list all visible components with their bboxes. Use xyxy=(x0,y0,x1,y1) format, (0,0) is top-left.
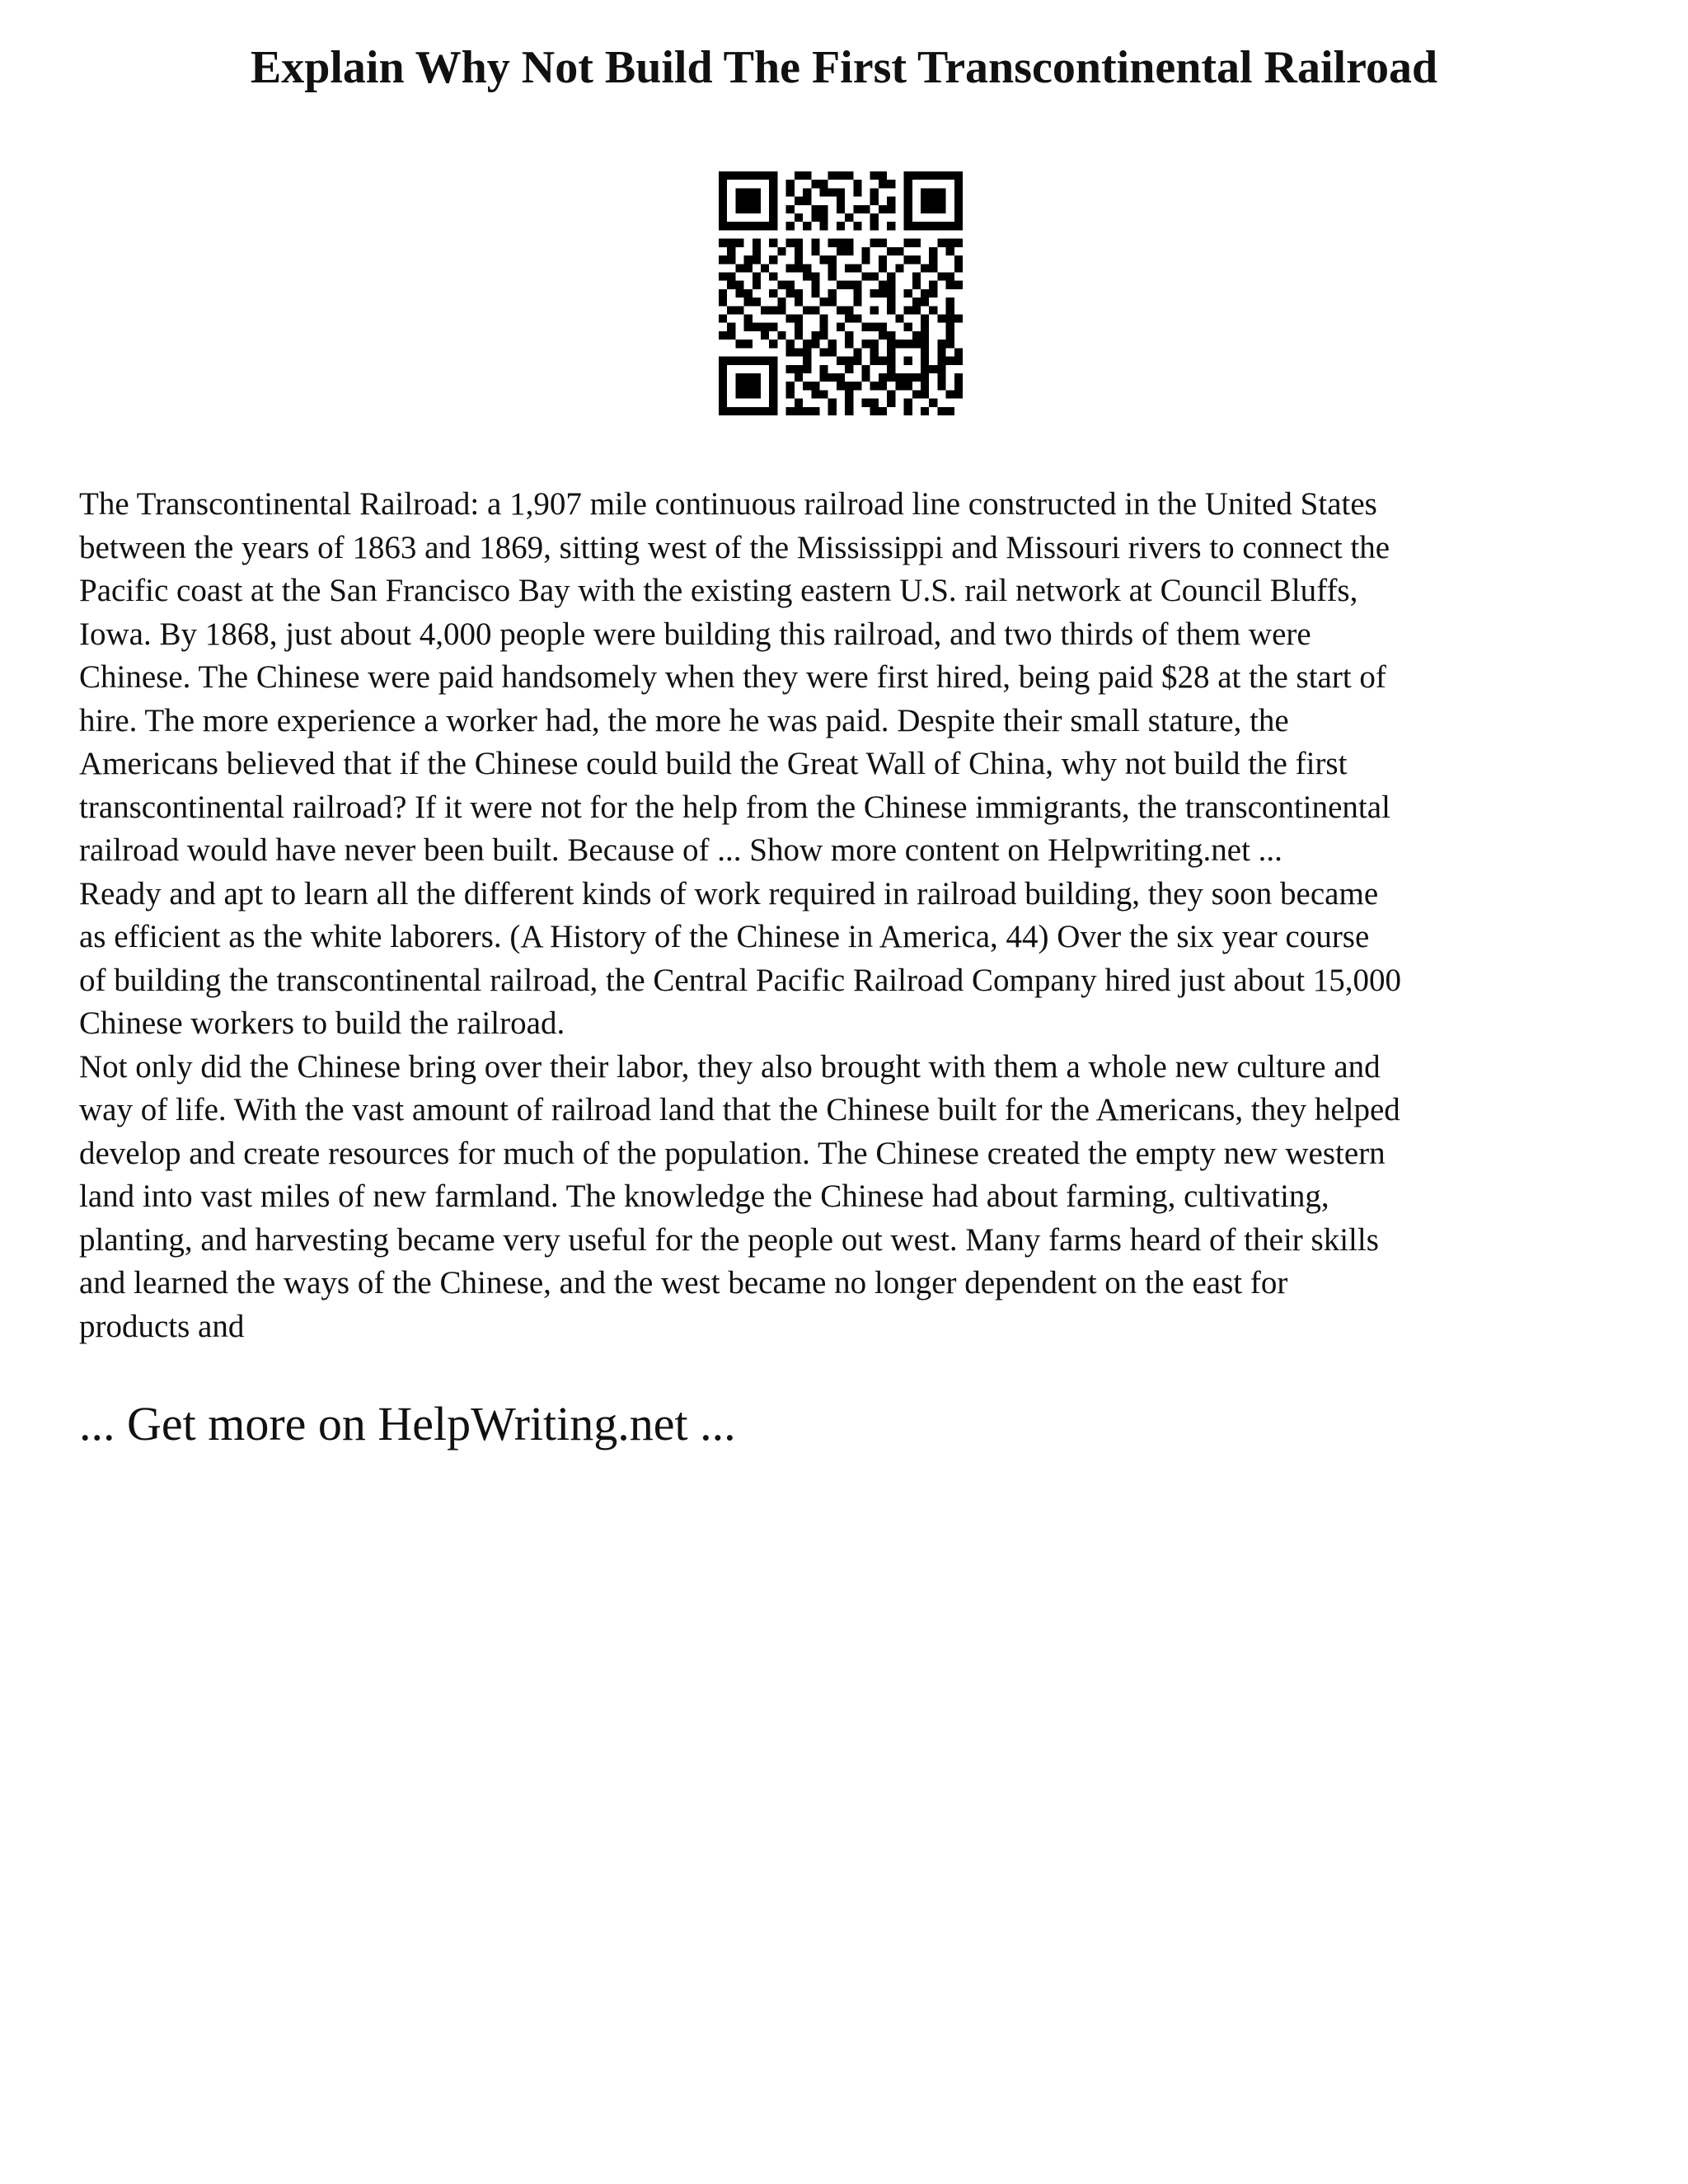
body-line: Chinese. The Chinese were paid handsomely when they were first hired, being paid $28 at the start of xyxy=(79,659,1386,695)
body-line: products and xyxy=(79,1308,245,1344)
body-line: Pacific coast at the San Francisco Bay with the existing eastern U.S. rail network at Council Bluffs, xyxy=(79,573,1358,608)
body-line: planting, and harvesting became very useful for the people out west. Many farms heard of their skills xyxy=(79,1221,1379,1258)
body-line: Chinese workers to build the railroad. xyxy=(79,1005,565,1041)
body-line: Iowa. By 1868, just about 4,000 people were building this railroad, and two thirds of them were xyxy=(79,616,1311,652)
body-line: The Transcontinental Railroad: a 1,907 mile continuous railroad line constructed in the United States xyxy=(79,486,1377,522)
body-line: Americans believed that if the Chinese could build the Great Wall of China, why not build the first xyxy=(79,746,1348,781)
get-more-link[interactable]: ... Get more on HelpWriting.net ... xyxy=(79,1397,736,1451)
article-body xyxy=(79,483,1620,1348)
body-line: hire. The more experience a worker had, the more he was paid. Despite their small stature, the xyxy=(79,702,1289,738)
body-line: and learned the ways of the Chinese, and the west became no longer dependent on the east for xyxy=(79,1265,1288,1301)
body-line: Not only did the Chinese bring over their labor, they also brought with them a whole new culture and xyxy=(79,1048,1381,1085)
body-line: way of life. With the vast amount of railroad land that the Chinese built for the Americans, they helped xyxy=(79,1092,1400,1127)
body-line: of building the transcontinental railroad, the Central Pacific Railroad Company hired just about 15,000 xyxy=(79,962,1402,998)
qr-code-icon xyxy=(719,171,963,415)
page-title: Explain Why Not Build The First Transcontinental Railroad xyxy=(250,42,1438,93)
body-line: Ready and apt to learn all the different kinds of work required in railroad building, they soon became xyxy=(79,875,1379,912)
body-line: between the years of 1863 and 1869, sitting west of the Mississippi and Missouri rivers to connect the xyxy=(79,529,1390,565)
body-line: railroad would have never been built. Because of ... Show more content on Helpwriting.net ... xyxy=(79,832,1282,868)
body-line: land into vast miles of new farmland. The knowledge the Chinese had about farming, cultivating, xyxy=(79,1179,1329,1214)
body-line: as efficient as the white laborers. (A History of the Chinese in America, 44) Over the six year course xyxy=(79,919,1370,954)
body-line: transcontinental railroad? If it were not for the help from the Chinese immigrants, the transcontinental xyxy=(79,789,1390,825)
body-line: develop and create resources for much of the population. The Chinese created the empty new western xyxy=(79,1135,1386,1171)
